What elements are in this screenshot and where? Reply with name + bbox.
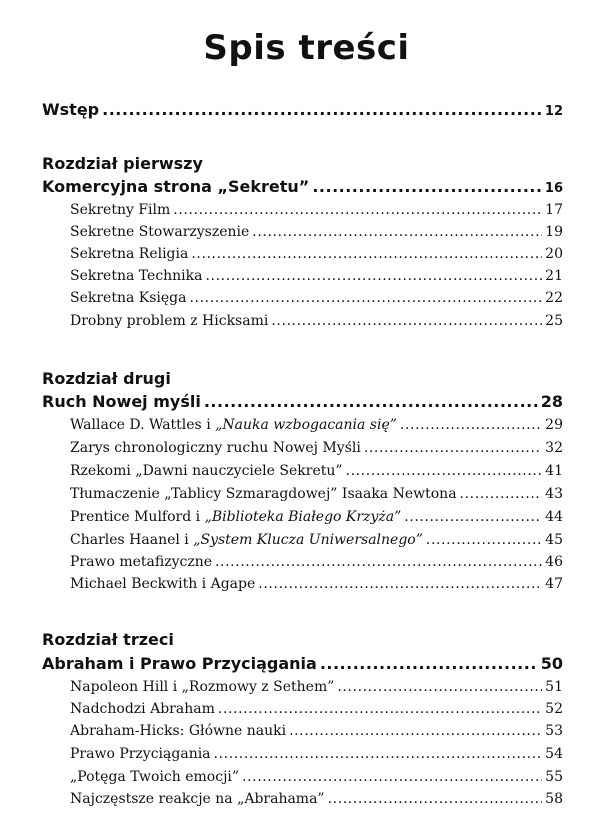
toc-entry-title: Michael Beckwith i Agape	[70, 576, 256, 592]
toc-entry-title	[70, 532, 423, 548]
toc-entry-page: 22	[545, 290, 563, 306]
leader-dots	[190, 290, 543, 306]
toc-entry-title-plain: Prentice Mulford i	[70, 509, 205, 525]
toc-entry-title	[70, 509, 401, 525]
leader-dots	[206, 268, 543, 284]
chapter-1-label: Rozdział pierwszy	[42, 154, 203, 173]
toc-entry-title: Nadchodzi Abraham	[70, 701, 215, 717]
toc-entry[interactable]	[70, 202, 563, 218]
page-title: Spis treści	[203, 28, 410, 68]
chapter-2-title-line[interactable]	[42, 392, 563, 411]
leader-dots	[404, 509, 542, 525]
toc-entry-page: 43	[545, 486, 563, 502]
toc-entry-title: Abraham-Hicks: Główne nauki	[70, 723, 287, 739]
toc-entry-page: 46	[545, 554, 563, 570]
toc-entry-page: 53	[545, 723, 563, 739]
toc-intro-line[interactable]	[42, 100, 563, 119]
toc-entry[interactable]	[70, 268, 563, 284]
toc-entry-title: Sekretny Film	[70, 202, 171, 218]
leader-dots	[289, 723, 542, 739]
toc-entry-page: 20	[545, 246, 563, 262]
toc-entry-title: Napoleon Hill i „Rozmowy z Sethem”	[70, 679, 335, 695]
toc-entry-title: Prawo metafizyczne	[70, 554, 212, 570]
leader-dots	[218, 701, 542, 717]
toc-entry-page: 25	[545, 313, 563, 329]
toc-entry-page: 17	[545, 202, 563, 218]
leader-dots	[258, 576, 542, 592]
leader-dots	[364, 440, 542, 456]
toc-entry[interactable]	[70, 723, 563, 739]
leader-dots	[426, 532, 542, 548]
chapter-1-title-line[interactable]	[42, 177, 563, 196]
toc-entry[interactable]	[70, 532, 563, 548]
toc-entry-title: Drobny problem z Hicksami	[70, 313, 269, 329]
toc-entry-page: 45	[545, 532, 563, 548]
toc-entry-title: Rzekomi „Dawni nauczyciele Sekretu”	[70, 463, 343, 479]
leader-dots	[400, 417, 542, 433]
toc-entry[interactable]	[70, 509, 563, 525]
chapter-3-page: 50	[540, 654, 563, 673]
toc-entry-title: Sekretne Stowarzyszenie	[70, 224, 250, 240]
toc-entry-title: Sekretna Technika	[70, 268, 203, 284]
chapter-2-label: Rozdział drugi	[42, 369, 171, 388]
toc-entry[interactable]	[70, 440, 563, 456]
toc-entry-page: 44	[545, 509, 563, 525]
leader-dots	[320, 654, 538, 673]
toc-entry-page: 47	[545, 576, 563, 592]
toc-intro-label: Wstęp	[42, 100, 100, 119]
leader-dots	[271, 313, 542, 329]
toc-entry[interactable]	[70, 224, 563, 240]
toc-entry-page: 41	[545, 463, 563, 479]
toc-entry[interactable]	[70, 679, 563, 695]
leader-dots	[328, 791, 543, 807]
chapter-3-label: Rozdział trzeci	[42, 630, 174, 649]
leader-dots	[337, 679, 542, 695]
toc-entry-title-italic: „System Klucza Uniwersalnego”	[193, 532, 423, 548]
toc-entry-title-italic: „Nauka wzbogacania się”	[215, 417, 397, 433]
toc-entry-page: 52	[545, 701, 563, 717]
toc-entry-page: 32	[545, 440, 563, 456]
toc-entry-title	[70, 417, 397, 433]
toc-entry-title-plain: Charles Haanel i	[70, 532, 194, 548]
toc-entry-title: Tłumaczenie „Tablicy Szmaragdowej” Isaaka Newtona	[70, 486, 457, 502]
toc-entry-title: Najczęstsze reakcje na „Abrahama”	[70, 791, 325, 807]
toc-entry[interactable]	[70, 701, 563, 717]
toc-entry-page: 51	[545, 679, 563, 695]
toc-entry-page: 19	[545, 224, 563, 240]
chapter-2-page: 28	[540, 392, 563, 411]
toc-entry-title: Sekretna Księga	[70, 290, 187, 306]
toc-entry[interactable]	[70, 290, 563, 306]
toc-entry-title: Zarys chronologiczny ruchu Nowej Myśli	[70, 440, 361, 456]
leader-dots	[173, 202, 542, 218]
toc-entry-title: Prawo Przyciągania	[70, 746, 211, 762]
leader-dots	[460, 486, 543, 502]
leader-dots	[242, 769, 542, 785]
toc-entry-page: 29	[545, 417, 563, 433]
toc-entry[interactable]	[70, 463, 563, 479]
leader-dots	[204, 392, 538, 411]
chapter-1-title: Komercyjna strona „Sekretu”	[42, 177, 310, 196]
leader-dots	[346, 463, 543, 479]
toc-intro-page: 12	[544, 104, 563, 119]
toc-entry[interactable]	[70, 417, 563, 433]
toc-entry[interactable]	[70, 313, 563, 329]
chapter-2-title: Ruch Nowej myśli	[42, 392, 201, 411]
toc-entry[interactable]	[70, 554, 563, 570]
leader-dots	[252, 224, 542, 240]
chapter-1-page: 16	[544, 181, 563, 196]
toc-entry[interactable]	[70, 746, 563, 762]
chapter-3-title-line[interactable]	[42, 654, 563, 673]
toc-entry[interactable]	[70, 576, 563, 592]
toc-entry[interactable]	[70, 486, 563, 502]
toc-entry-title: Sekretna Religia	[70, 246, 189, 262]
toc-entry-page: 21	[545, 268, 563, 284]
leader-dots	[191, 246, 542, 262]
leader-dots	[102, 100, 542, 119]
toc-entry-title-plain: Wallace D. Wattles i	[70, 417, 216, 433]
toc-entry-page: 54	[545, 746, 563, 762]
leader-dots	[215, 554, 542, 570]
toc-entry-title-italic: „Biblioteka Białego Krzyża”	[204, 509, 402, 525]
toc-entry-page: 58	[545, 791, 563, 807]
toc-entry-title: „Potęga Twoich emocji”	[70, 769, 240, 785]
toc-entry[interactable]	[70, 791, 563, 807]
leader-dots	[312, 177, 542, 196]
toc-entry[interactable]	[70, 246, 563, 262]
toc-entry[interactable]	[70, 769, 563, 785]
chapter-3-title: Abraham i Prawo Przyciągania	[42, 654, 317, 673]
leader-dots	[214, 746, 543, 762]
toc-entry-page: 55	[545, 769, 563, 785]
